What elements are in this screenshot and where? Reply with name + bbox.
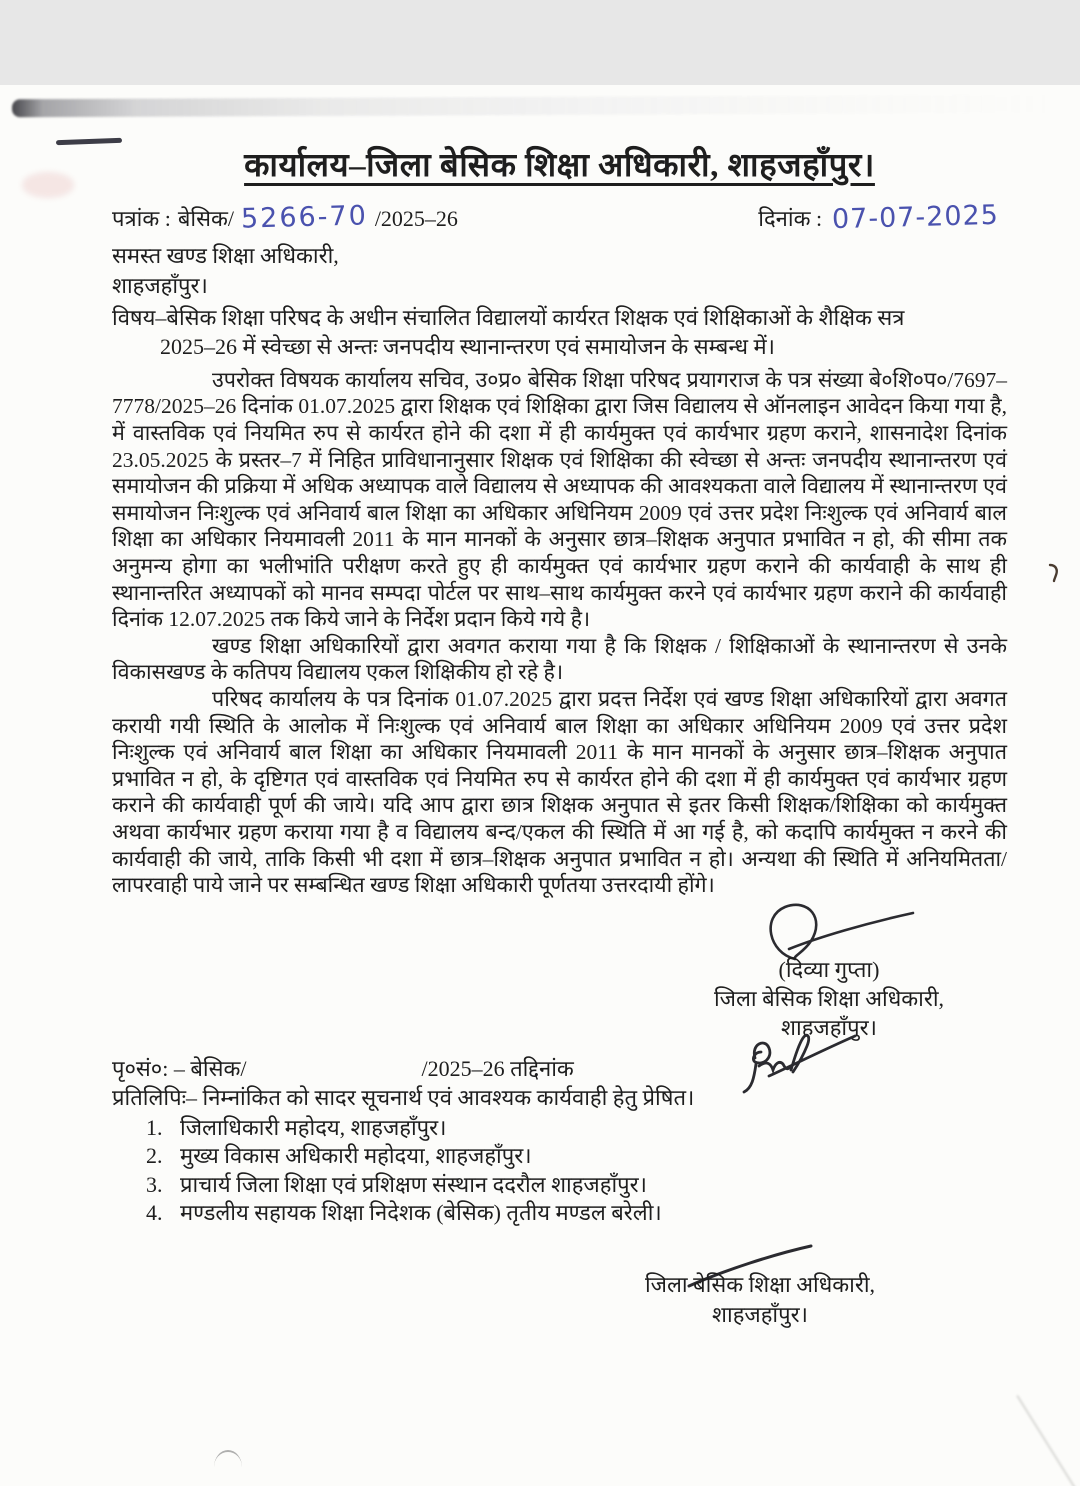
addressee-line: समस्त खण्ड शिक्षा अधिकारी, bbox=[112, 242, 339, 268]
letter-number-group bbox=[112, 200, 458, 235]
office-letterhead-title: कार्यालय–जिला बेसिक शिक्षा अधिकारी, शाहजहाँपुर। bbox=[244, 148, 875, 184]
paragraph-1: उपरोक्त विषयक कार्यालय सचिव, उ०प्र० बेसिक शिक्षा परिषद प्रयागराज के पत्र संख्या बे०शि०प०/7697–7778/2025–26 दिनांक 01.07.2025 द्वारा शिक्षक एवं शिक्षिका द्वारा जिस विद्यालय से ऑनलाइन आवेदन किया गया है, में वास्तविक एवं नियमित रुप से कार्यरत होने की दशा में ही कार्यमुक्त एवं कार्यभार ग्रहण कराने, शासनादेश दिनांक 23.05.2025 के प्रस्तर–7 में निहित प्राविधानानुसार शिक्षक एवं शिक्षिका की स्वेच्छा से अन्तः जनपदीय स्थानान्तरण एवं समायोजन की प्रक्रिया में अधिक अध्यापक वाले विद्यालय से अध्यापक की आवश्यकता वाले विद्यालय में स्थानान्तरण एवं समायोजन निःशुल्क एवं अनिवार्य बाल शिक्षा का अधिकार अधिनियम 2009 एवं उत्तर प्रदेश निःशुल्क एवं अनिवार्य बाल शिक्षा का अधिकार नियमावली 2011 के मान मानकों के अनुसार छात्र–शिक्षक अनुपात प्रभावित न हो, की सीमा तक अनुमन्य होगा का भलीभांति परीक्षण करते हुए ही कार्यमुक्त एवं कार्यभार ग्रहण कराने की कार्यवाही के साथ ही स्थानान्तरित अध्यापकों को मानव सम्पदा पोर्टल पर साथ–साथ कार्यमुक्त करने एवं कार्यभार ग्रहण कराने की कार्यवाही दिनांक 12.07.2025 तक किये जाने के निर्देश प्रदान किये गये है। bbox=[112, 367, 1007, 632]
list-item-number: 2. bbox=[146, 1143, 163, 1169]
list-item-text: जिलाधिकारी महोदय, शाहजहाँपुर। bbox=[180, 1114, 447, 1140]
list-item-text: प्राचार्य जिला शिक्षा एवं प्रशिक्षण संस्थान ददरौल शाहजहाँपुर। bbox=[180, 1171, 647, 1197]
scan-bottom-curve bbox=[214, 1450, 242, 1467]
list-item-text: मुख्य विकास अधिकारी महोदया, शाहजहाँपुर। bbox=[180, 1143, 532, 1169]
endorsement-block bbox=[112, 1054, 1007, 1228]
letter-number-suffix: /2025–26 bbox=[374, 205, 458, 231]
footer-signatory-place: शाहजहाँपुर। bbox=[712, 1301, 808, 1327]
copy-recipient-list bbox=[112, 1114, 1007, 1228]
reference-row bbox=[112, 199, 1007, 236]
paper-crease bbox=[1016, 1395, 1080, 1486]
list-item-number: 1. bbox=[146, 1114, 163, 1140]
paragraph-2: खण्ड शिक्षा अधिकारियों द्वारा अवगत कराया गया है कि शिक्षक / शिक्षिकाओं के स्थानान्तरण से उनके विकासखण्ड के कतिपय विद्यालय एकल शिक्षिकीय हो रहे है। bbox=[112, 633, 1007, 685]
signature-flourish bbox=[739, 1032, 859, 1094]
letter-number-label: पत्रांक : bbox=[112, 205, 171, 231]
signatory-block bbox=[679, 901, 979, 1042]
endorsement-ref-right: /2025–26 तद्दिनांक bbox=[421, 1055, 574, 1081]
subject-line-2: 2025–26 में स्वेच्छा से अन्तः जनपदीय स्थानान्तरण एवं समायोजन के सम्बन्ध में। bbox=[160, 333, 775, 359]
letter-paragraphs bbox=[112, 367, 1007, 899]
date-group bbox=[758, 199, 1007, 236]
letter-number-prefix: बेसिक/ bbox=[177, 205, 234, 231]
list-item-number: 4. bbox=[146, 1200, 163, 1226]
paragraph-3: परिषद कार्यालय के पत्र दिनांक 01.07.2025 द्वारा प्रदत्त निर्देश एवं खण्ड शिक्षा अधिकारियों द्वारा अवगत करायी गयी स्थिति के आलोक में निःशुल्क एवं अनिवार्य बाल शिक्षा का अधिकार अधिनियम 2009 एवं उत्तर प्रदेश निःशुल्क एवं अनिवार्य बाल शिक्षा का अधिकार नियमावली 2011 के मान मानकों के अनुसार छात्र–शिक्षक अनुपात प्रभावित न हो, के दृष्टिगत एवं वास्तविक एवं नियमित रुप से कार्यरत होने की दशा में ही कार्यमुक्त एवं कार्यभार ग्रहण कराने की कार्यवाही पूर्ण की जाये। यदि आप द्वारा छात्र शिक्षक अनुपात से इतर किसी शिक्षक/शिक्षिका को कार्यमुक्त अथवा कार्यभार ग्रहण कराया गया है व विद्यालय बन्द/एकल की स्थिति में आ गई है, को कदापि कार्यमुक्त न करने की कार्यवाही की जाये, ताकि किसी भी दशा में छात्र–शिक्षक अनुपात प्रभावित न हो। अन्यथा की स्थिति में अनियमितता/लापरवाही पाये जाने पर सम्बन्धित खण्ड शिक्षा अधिकारी पूर्णतया उत्तरदायी होंगे। bbox=[112, 687, 1007, 898]
scan-top-band bbox=[0, 0, 1080, 85]
signatory-place: शाहजहाँपुर। bbox=[781, 1014, 877, 1040]
footer-signatory-block bbox=[605, 1242, 915, 1330]
handwritten-date: 07-07-2025 bbox=[831, 199, 1000, 236]
list-item bbox=[112, 1199, 1007, 1228]
endorsement-ref-left: पृ०सं०: – बेसिक/ bbox=[112, 1055, 247, 1081]
list-item bbox=[112, 1171, 1007, 1200]
signatory-designation: जिला बेसिक शिक्षा अधिकारी, bbox=[713, 985, 945, 1011]
date-label: दिनांक : bbox=[758, 205, 823, 231]
list-item-number: 3. bbox=[146, 1171, 163, 1197]
paper-stain bbox=[22, 172, 74, 198]
list-item bbox=[112, 1142, 1007, 1171]
footer-signatory-designation: जिला बेसिक शिक्षा अधिकारी, bbox=[644, 1271, 876, 1297]
ink-speck bbox=[1047, 562, 1061, 584]
list-item-text: मण्डलीय सहायक शिक्षा निदेशक (बेसिक) तृतीय मण्डल बरेली। bbox=[180, 1200, 662, 1226]
letter-body bbox=[112, 85, 1007, 1330]
copy-forward-line: प्रतिलिपिः– निम्नांकित को सादर सूचनार्थ एवं आवश्यक कार्यवाही हेतु प्रेषित। bbox=[112, 1084, 695, 1110]
list-item bbox=[112, 1114, 1007, 1143]
signature-stroke bbox=[749, 901, 919, 963]
addressee-place: शाहजहाँपुर। bbox=[112, 272, 208, 298]
signatory-name: (दिव्या गुप्ता) bbox=[778, 956, 880, 982]
subject-block bbox=[112, 303, 1007, 361]
endorsement-ref-row bbox=[112, 1054, 1007, 1083]
subject-line-1: विषय–बेसिक शिक्षा परिषद के अधीन संचालित विद्यालयों कार्यरत शिक्षक एवं शिक्षिकाओं के शैक्षिक सत्र bbox=[112, 304, 905, 330]
addressee-block bbox=[112, 241, 1007, 301]
handwritten-letter-number: 5266-70 bbox=[240, 200, 369, 235]
